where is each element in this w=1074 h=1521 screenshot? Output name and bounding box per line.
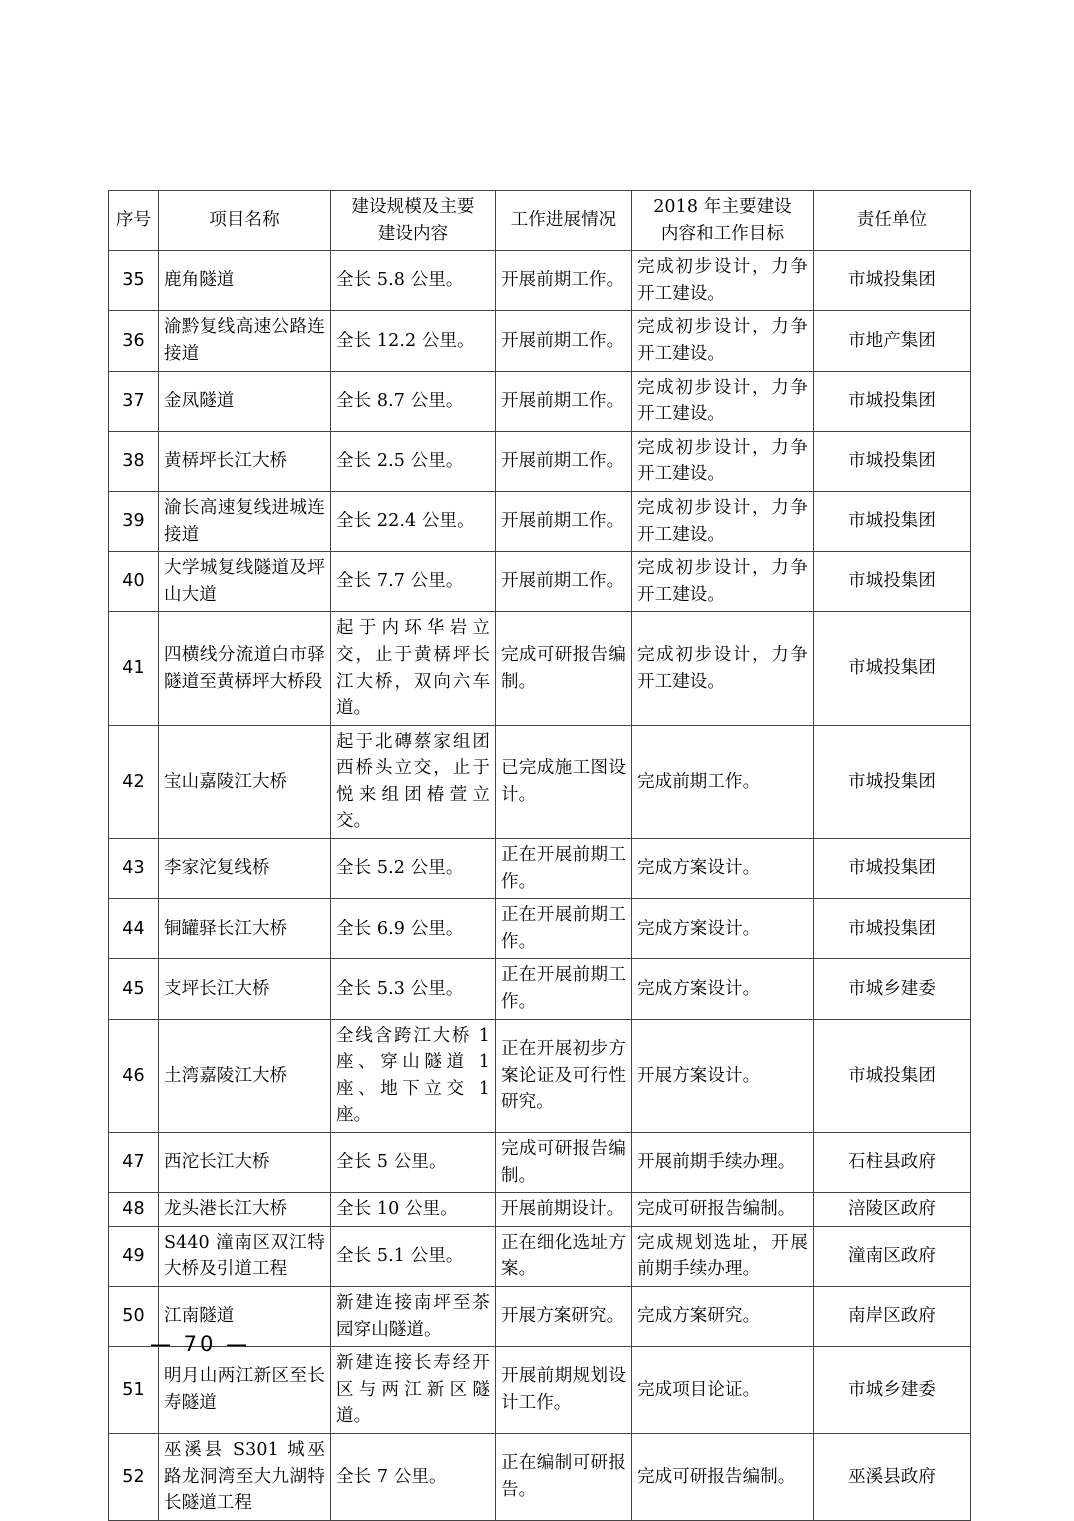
cell-responsible-unit: 市城投集团 [814,725,971,838]
cell-project-name: 大学城复线隧道及坪山大道 [159,552,331,612]
project-schedule-table [108,190,971,1521]
cell-project-name: 土湾嘉陵江大桥 [159,1019,331,1132]
cell-scale-content: 起于北磚蔡家组团西桥头立交，止于悦来组团椿萱立交。 [331,725,496,838]
table-row [109,251,971,311]
table-row [109,431,971,491]
cell-responsible-unit: 市城投集团 [814,1019,971,1132]
cell-responsible-unit: 市城投集团 [814,899,971,959]
cell-scale-content: 全长 7.7 公里。 [331,552,496,612]
cell-responsible-unit: 市城乡建委 [814,959,971,1019]
column-header-goal-line2: 内容和工作目标 [660,223,785,244]
cell-sequence-number: 42 [109,725,159,838]
column-header-goal [632,191,814,251]
cell-goal: 完成初步设计，力争开工建设。 [632,552,814,612]
cell-progress: 开展前期设计。 [496,1193,632,1227]
page-number-footer: — 70 — [150,1332,251,1356]
cell-goal: 完成方案研究。 [632,1286,814,1346]
cell-scale-content: 全长 5.3 公里。 [331,959,496,1019]
cell-goal: 完成可研报告编制。 [632,1433,814,1520]
cell-sequence-number: 37 [109,371,159,431]
table-header [109,191,971,251]
cell-goal: 开展前期手续办理。 [632,1133,814,1193]
cell-project-name: S440 潼南区双江特大桥及引道工程 [159,1226,331,1286]
cell-project-name: 李家沱复线桥 [159,839,331,899]
cell-scale-content: 全长 5.8 公里。 [331,251,496,311]
cell-project-name: 鹿角隧道 [159,251,331,311]
cell-sequence-number: 43 [109,839,159,899]
column-header-goal-line1: 2018 年主要建设 [653,197,792,217]
column-header-progress: 工作进展情况 [496,191,632,251]
cell-goal: 完成初步设计，力争开工建设。 [632,311,814,371]
cell-scale-content: 全长 10 公里。 [331,1193,496,1227]
cell-sequence-number: 51 [109,1347,159,1434]
cell-responsible-unit: 市城投集团 [814,251,971,311]
cell-project-name: 支坪长江大桥 [159,959,331,1019]
column-header-scale-line2: 建设内容 [377,223,449,244]
cell-responsible-unit: 涪陵区政府 [814,1193,971,1227]
table-body [109,251,971,1521]
cell-responsible-unit: 市城投集团 [814,491,971,551]
cell-scale-content: 全长 5.1 公里。 [331,1226,496,1286]
column-header-project-name: 项目名称 [159,191,331,251]
cell-sequence-number: 50 [109,1286,159,1346]
table-row [109,725,971,838]
table-header-row [109,191,971,251]
cell-goal: 完成初步设计，力争开工建设。 [632,612,814,725]
cell-goal: 完成可研报告编制。 [632,1193,814,1227]
cell-sequence-number: 38 [109,431,159,491]
cell-responsible-unit: 市城投集团 [814,431,971,491]
cell-scale-content: 全线含跨江大桥 1 座、穿山隧道 1 座、地下立交 1 座。 [331,1019,496,1132]
cell-sequence-number: 44 [109,899,159,959]
cell-scale-content: 全长 5.2 公里。 [331,839,496,899]
table-row [109,839,971,899]
cell-sequence-number: 47 [109,1133,159,1193]
cell-progress: 开展前期工作。 [496,371,632,431]
column-header-scale-line1: 建设规模及主要 [351,197,475,217]
cell-goal: 开展方案设计。 [632,1019,814,1132]
cell-sequence-number: 48 [109,1193,159,1227]
cell-project-name: 四横线分流道白市驿隧道至黄梇坪大桥段 [159,612,331,725]
cell-scale-content: 全长 5 公里。 [331,1133,496,1193]
cell-project-name: 渝长高速复线进城连接道 [159,491,331,551]
cell-progress: 正在开展前期工作。 [496,959,632,1019]
cell-sequence-number: 52 [109,1433,159,1520]
cell-responsible-unit: 南岸区政府 [814,1286,971,1346]
cell-goal: 完成规划选址，开展前期手续办理。 [632,1226,814,1286]
table-row [109,612,971,725]
cell-project-name: 渝黔复线高速公路连接道 [159,311,331,371]
cell-progress: 已完成施工图设计。 [496,725,632,838]
cell-goal: 完成方案设计。 [632,899,814,959]
cell-sequence-number: 41 [109,612,159,725]
column-header-seq: 序号 [109,191,159,251]
cell-goal: 完成方案设计。 [632,839,814,899]
cell-responsible-unit: 市城投集团 [814,552,971,612]
cell-responsible-unit: 潼南区政府 [814,1226,971,1286]
cell-project-name: 龙头港长江大桥 [159,1193,331,1227]
cell-goal: 完成初步设计，力争开工建设。 [632,371,814,431]
cell-progress: 完成可研报告编制。 [496,612,632,725]
cell-project-name: 江南隧道 [159,1286,331,1346]
table-row [109,311,971,371]
cell-progress: 正在开展前期工作。 [496,839,632,899]
cell-scale-content: 起于内环华岩立交，止于黄梇坪长江大桥，双向六车道。 [331,612,496,725]
cell-goal: 完成初步设计，力争开工建设。 [632,251,814,311]
cell-progress: 开展前期工作。 [496,251,632,311]
cell-goal: 完成前期工作。 [632,725,814,838]
cell-progress: 开展方案研究。 [496,1286,632,1346]
cell-responsible-unit: 市城投集团 [814,612,971,725]
cell-responsible-unit: 石柱县政府 [814,1133,971,1193]
cell-progress: 正在开展初步方案论证及可行性研究。 [496,1019,632,1132]
cell-scale-content: 全长 22.4 公里。 [331,491,496,551]
table-row [109,491,971,551]
cell-progress: 开展前期规划设计工作。 [496,1347,632,1434]
cell-sequence-number: 46 [109,1019,159,1132]
cell-responsible-unit: 市城乡建委 [814,1347,971,1434]
cell-scale-content: 全长 12.2 公里。 [331,311,496,371]
cell-progress: 完成可研报告编制。 [496,1133,632,1193]
cell-project-name: 宝山嘉陵江大桥 [159,725,331,838]
table-row [109,1133,971,1193]
column-header-responsible-unit: 责任单位 [814,191,971,251]
cell-goal: 完成初步设计，力争开工建设。 [632,431,814,491]
cell-goal: 完成项目论证。 [632,1347,814,1434]
cell-project-name: 明月山两江新区至长寿隧道 [159,1347,331,1434]
cell-progress: 开展前期工作。 [496,491,632,551]
cell-progress: 正在细化选址方案。 [496,1226,632,1286]
cell-project-name: 巫溪县 S301 城巫路龙洞湾至大九湖特长隧道工程 [159,1433,331,1520]
cell-scale-content: 全长 6.9 公里。 [331,899,496,959]
column-header-scale-content [331,191,496,251]
table-row [109,899,971,959]
table-row [109,1193,971,1227]
table-row [109,1347,971,1434]
cell-project-name: 西沱长江大桥 [159,1133,331,1193]
table-row [109,552,971,612]
cell-sequence-number: 49 [109,1226,159,1286]
table-row [109,371,971,431]
cell-goal: 完成方案设计。 [632,959,814,1019]
cell-project-name: 金凤隧道 [159,371,331,431]
cell-responsible-unit: 巫溪县政府 [814,1433,971,1520]
cell-scale-content: 新建连接南坪至茶园穿山隧道。 [331,1286,496,1346]
cell-goal: 完成初步设计，力争开工建设。 [632,491,814,551]
cell-responsible-unit: 市地产集团 [814,311,971,371]
cell-sequence-number: 40 [109,552,159,612]
cell-scale-content: 全长 2.5 公里。 [331,431,496,491]
cell-scale-content: 全长 8.7 公里。 [331,371,496,431]
table-row [109,1433,971,1520]
cell-progress: 开展前期工作。 [496,431,632,491]
cell-scale-content: 新建连接长寿经开区与两江新区隧道。 [331,1347,496,1434]
cell-responsible-unit: 市城投集团 [814,839,971,899]
cell-project-name: 黄梇坪长江大桥 [159,431,331,491]
cell-scale-content: 全长 7 公里。 [331,1433,496,1520]
cell-progress: 开展前期工作。 [496,552,632,612]
cell-project-name: 铜罐驿长江大桥 [159,899,331,959]
cell-responsible-unit: 市城投集团 [814,371,971,431]
cell-progress: 正在开展前期工作。 [496,899,632,959]
cell-sequence-number: 36 [109,311,159,371]
table-row [109,959,971,1019]
cell-sequence-number: 35 [109,251,159,311]
cell-sequence-number: 39 [109,491,159,551]
table-row [109,1226,971,1286]
cell-sequence-number: 45 [109,959,159,1019]
cell-progress: 正在编制可研报告。 [496,1433,632,1520]
table-row [109,1019,971,1132]
cell-progress: 开展前期工作。 [496,311,632,371]
